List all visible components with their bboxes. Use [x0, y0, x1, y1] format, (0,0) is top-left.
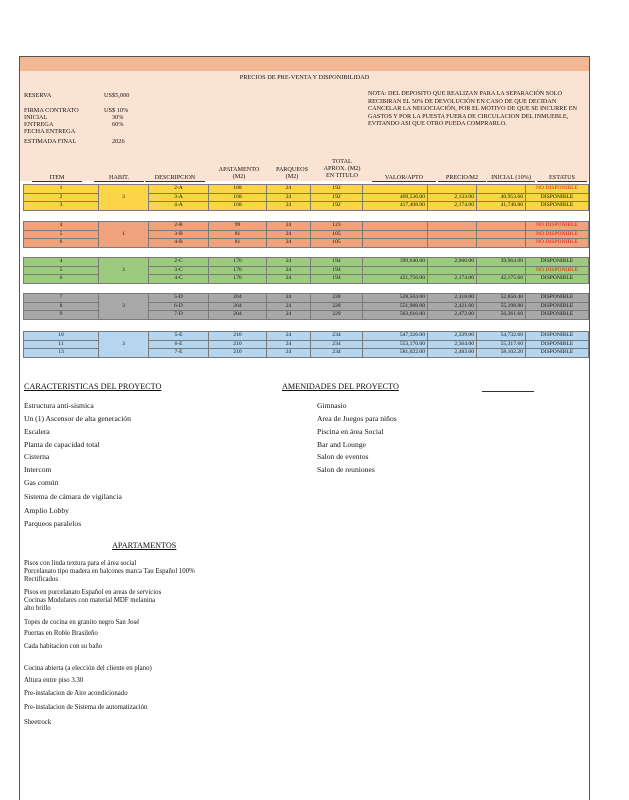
apartamento-item: Porcelanato tipo madera en balcones marca Tau Español 100%	[24, 568, 195, 575]
cell-apto: 81	[209, 230, 267, 239]
cell-item: 2	[24, 193, 99, 202]
apartamento-item: Cocina abierta (a elección del cliente en plano)	[24, 665, 152, 672]
cell-apto: 168	[209, 185, 267, 194]
cell-inicial	[477, 239, 526, 248]
cell-total: 234	[311, 340, 363, 349]
header-section	[20, 71, 589, 181]
cell-habit: 1	[99, 222, 149, 248]
cell-precio: 2,133.00	[428, 193, 477, 202]
cell-apto: 204	[209, 294, 267, 303]
cell-item: 5	[24, 230, 99, 239]
table-row	[24, 258, 589, 267]
cell-desc: 2-A	[149, 185, 209, 194]
cell-habit: 3	[99, 185, 149, 211]
cell-precio: 2,472.00	[428, 311, 477, 320]
col-apartamento	[210, 166, 268, 180]
cell-item: 9	[24, 311, 99, 320]
cell-parq: 24	[267, 193, 311, 202]
cell-parq: 24	[267, 185, 311, 194]
cell-item: 11	[24, 340, 99, 349]
apartamento-item: Rectificados	[24, 576, 58, 583]
cell-apto: 168	[209, 202, 267, 211]
cell-habit: 3	[99, 332, 149, 358]
apartamento-item: Puertas en Roble Brasileño	[24, 630, 98, 637]
apartamento-item: Pre-instalacion de Aire acondicionado	[24, 690, 128, 697]
amenidad-item: Gimnasio	[317, 401, 347, 410]
caracteristica-item: Parqueos paralelos	[24, 519, 82, 528]
amenidad-item: Salon de eventos	[317, 452, 369, 461]
cell-item: 13	[24, 349, 99, 358]
apartamento-item: Cocinas Modulares con material MDF melanina	[24, 597, 156, 604]
cell-parq: 24	[267, 230, 311, 239]
caracteristica-item: Un (1) Ascensor de alta generación	[24, 414, 131, 423]
cell-valor: 409,536.00	[363, 193, 428, 202]
cell-precio	[428, 230, 477, 239]
cell-estatus: DISPONIBLE	[526, 258, 589, 267]
caracteristica-item: Planta de capacidad total	[24, 440, 100, 449]
col-descripcion: DESCRIPCION	[145, 174, 205, 182]
cell-total: 192	[311, 202, 363, 211]
cell-total: 192	[311, 185, 363, 194]
col-habit: HABIT.	[94, 174, 144, 182]
cell-valor: 399,640.00	[363, 258, 428, 267]
cell-estatus: DISPONIBLE	[526, 302, 589, 311]
col-apartamento-line1: APATAMENTO	[218, 166, 260, 173]
caracteristicas-title: CARACTERISTICAS DEL PROYECTO	[24, 382, 162, 391]
cell-inicial: 55,198.80	[477, 302, 526, 311]
amenidad-item: Area de Juegos para niños	[317, 414, 397, 423]
cell-desc: 7-E	[149, 349, 209, 358]
apartamento-item: Pisos en porcelanato Español en areas de servicios	[24, 589, 162, 596]
cell-parq: 24	[267, 239, 311, 248]
cell-inicial: 54,732.60	[477, 332, 526, 341]
cell-inicial	[477, 222, 526, 231]
caracteristica-item: Cisterna	[24, 452, 50, 461]
cell-estatus: DISPONIBLE	[526, 349, 589, 358]
cell-item: 4	[24, 258, 99, 267]
cell-desc: 6-D	[149, 302, 209, 311]
cell-estatus: DISPONIBLE	[526, 340, 589, 349]
cell-habit: 3	[99, 294, 149, 320]
cell-estatus: DISPONIBLE	[526, 202, 589, 211]
cell-apto: 210	[209, 332, 267, 341]
col-valor: VALOR/APTO	[372, 174, 436, 182]
col-total-line1: TOTAL	[332, 158, 352, 165]
cell-precio: 2,318.00	[428, 294, 477, 303]
cell-valor	[363, 222, 428, 231]
price-group-3	[23, 257, 589, 284]
cell-desc: 4-A	[149, 202, 209, 211]
apartamento-item: Pre-instalacion de Sistema de automatización	[24, 704, 148, 711]
col-item: ITEM	[32, 174, 82, 182]
cell-precio: 2,339.00	[428, 332, 477, 341]
cell-estatus: NO DISPONIBLE	[526, 230, 589, 239]
header-band	[20, 57, 589, 71]
cell-precio: 2,364.00	[428, 340, 477, 349]
col-total-line2: APROX. (M2)	[323, 165, 361, 173]
caracteristica-item: Amplio Lobby	[24, 506, 69, 515]
cell-parq: 24	[267, 202, 311, 211]
term-reserva-label: RESERVA	[24, 92, 52, 99]
term-reserva-value: US$5,000	[104, 92, 130, 99]
cell-item: 1	[24, 185, 99, 194]
cell-parq: 24	[267, 266, 311, 275]
cell-desc: 3-A	[149, 193, 209, 202]
amenidad-item: Piscina en área Social	[317, 427, 384, 436]
cell-inicial	[477, 266, 526, 275]
cell-apto: 210	[209, 340, 267, 349]
cell-desc: 7-D	[149, 311, 209, 320]
cell-parq: 24	[267, 302, 311, 311]
apartamentos-title: APARTAMENTOS	[112, 541, 177, 550]
col-apartamento-line2: (M2)	[232, 173, 246, 181]
term-inicial-value: 30%	[112, 114, 124, 121]
col-parqueos-line2: (M2)	[285, 173, 299, 181]
cell-desc: 4-C	[149, 275, 209, 284]
cell-item: 6	[24, 275, 99, 284]
cell-estatus: DISPONIBLE	[526, 193, 589, 202]
amenidad-item: Bar and Lounge	[317, 440, 366, 449]
cell-desc: 5-D	[149, 294, 209, 303]
cell-total: 234	[311, 349, 363, 358]
cell-apto: 170	[209, 258, 267, 267]
col-total-line3: EN TITULO	[325, 172, 359, 180]
document-title: PRECIOS DE PRE-VENTA Y DISPONIBILIDAD	[239, 74, 370, 81]
term-entrega-value: 60%	[112, 121, 124, 128]
cell-estatus: DISPONIBLE	[526, 311, 589, 320]
cell-valor: 421,756.00	[363, 275, 428, 284]
cell-total: 229	[311, 311, 363, 320]
apartamento-item: Topes de cocina en granito negro San José	[24, 619, 140, 626]
col-precio: PRECIO/M2	[438, 174, 486, 182]
cell-parq: 24	[267, 222, 311, 231]
cell-inicial	[477, 185, 526, 194]
cell-estatus: NO DISPONIBLE	[526, 239, 589, 248]
col-parqueos	[270, 166, 314, 180]
cell-estatus: DISPONIBLE	[526, 275, 589, 284]
caracteristica-item: Escalera	[24, 427, 50, 436]
cell-valor: 551,988.00	[363, 302, 428, 311]
caracteristica-item: Intercom	[24, 465, 52, 474]
cell-precio	[428, 239, 477, 248]
deposit-note: NOTA: DEL DEPOSITO QUE REALIZAN PARA LA SEPARACIÓN SOLO RECIBIRAN EL 50% DE DEVOLUCIÓN EN CASO DE QUE DECIDAN CANCELAR LA NEGOCIACIÓN, POR EL MOTIVO DE QUE SE INCURRE EN GASTOS Y POR LA PUESTA FUERA DE CIRCULACION DEL INMUEBLE, EVITANDO ASI QUE OTRO PUEDA COMPRARLO.	[368, 90, 577, 128]
cell-parq: 24	[267, 275, 311, 284]
caracteristica-item: Sistema de cámara de vigilancia	[24, 492, 122, 501]
cell-inicial: 56,361.60	[477, 311, 526, 320]
term-estimada-value: 2026	[112, 138, 125, 145]
term-fecha-label: FECHA ENTREGA	[24, 128, 76, 135]
cell-valor: 553,176.00	[363, 340, 428, 349]
cell-item: 3	[24, 202, 99, 211]
cell-precio: 2,174.00	[428, 202, 477, 211]
cell-valor: 528,504.00	[363, 294, 428, 303]
cell-precio	[428, 222, 477, 231]
col-estatus: ESTATUS	[537, 174, 587, 182]
term-firma-label: FIRMA CONTRATO	[24, 107, 79, 114]
apartamento-item: Pisos con linda textura para el área social	[24, 560, 137, 567]
cell-precio: 2,060.00	[428, 258, 477, 267]
caracteristica-item: Gas común	[24, 478, 59, 487]
amenidades-title: AMENIDADES DEL PROYECTO	[282, 382, 399, 391]
term-entrega-label: ENTREGA	[24, 121, 54, 128]
cell-inicial: 40,953.60	[477, 193, 526, 202]
cell-total: 123	[311, 222, 363, 231]
cell-total: 194	[311, 266, 363, 275]
apartamento-item: Cada habitacion con su baño	[24, 643, 103, 650]
cell-valor: 547,326.00	[363, 332, 428, 341]
cell-estatus: DISPONIBLE	[526, 294, 589, 303]
cell-item: 7	[24, 294, 99, 303]
cell-precio: 2,483.00	[428, 349, 477, 358]
table-row	[24, 294, 589, 303]
cell-apto: 210	[209, 349, 267, 358]
cell-desc: 3-B	[149, 230, 209, 239]
col-inicial: INICIAL (10%)	[487, 174, 535, 182]
cell-desc: 6-E	[149, 340, 209, 349]
table-row	[24, 185, 589, 194]
cell-apto: 168	[209, 193, 267, 202]
table-row	[24, 222, 589, 231]
cell-estatus: NO DISPONIBLE	[526, 185, 589, 194]
col-total	[316, 158, 368, 180]
cell-inicial: 41,740.80	[477, 202, 526, 211]
price-group-4	[23, 293, 589, 320]
cell-item: 10	[24, 332, 99, 341]
cell-precio	[428, 185, 477, 194]
table-row	[24, 332, 589, 341]
cell-inicial	[477, 230, 526, 239]
cell-total: 228	[311, 294, 363, 303]
cell-parq: 24	[267, 311, 311, 320]
cell-habit: 3	[99, 258, 149, 284]
cell-estatus: DISPONIBLE	[526, 332, 589, 341]
cell-inicial: 52,850.40	[477, 294, 526, 303]
apartamento-item: Sheetrock	[24, 719, 52, 726]
apartamento-item: Altura entre piso 3.30	[24, 677, 84, 684]
term-inicial-label: INICIAL	[24, 114, 48, 121]
cell-desc: 2-C	[149, 258, 209, 267]
cell-parq: 24	[267, 258, 311, 267]
price-group-2	[23, 221, 589, 248]
cell-valor	[363, 239, 428, 248]
cell-parq: 24	[267, 349, 311, 358]
price-group-1	[23, 184, 589, 211]
cell-estatus: NO DISPONIBLE	[526, 222, 589, 231]
cell-inicial: 55,317.60	[477, 340, 526, 349]
cell-apto: 204	[209, 302, 267, 311]
cell-precio: 2,421.00	[428, 302, 477, 311]
cell-estatus: NO DISPONIBLE	[526, 266, 589, 275]
cell-apto: 81	[209, 239, 267, 248]
cell-desc: 5-E	[149, 332, 209, 341]
apartamento-item: alto brillo	[24, 605, 51, 612]
cell-apto: 204	[209, 311, 267, 320]
cell-inicial: 39,964.00	[477, 258, 526, 267]
cell-desc: 3-C	[149, 266, 209, 275]
cell-apto: 170	[209, 266, 267, 275]
cell-apto: 170	[209, 275, 267, 284]
cell-total: 194	[311, 258, 363, 267]
caracteristica-item: Estructura anti-sismica	[24, 401, 94, 410]
cell-total: 192	[311, 193, 363, 202]
cell-desc: 4-B	[149, 239, 209, 248]
cell-inicial: 42,175.60	[477, 275, 526, 284]
cell-valor	[363, 185, 428, 194]
amenidad-item: Salon de reuniones	[317, 465, 375, 474]
cell-valor: 563,616.00	[363, 311, 428, 320]
cell-valor	[363, 230, 428, 239]
cell-parq: 24	[267, 340, 311, 349]
cell-total: 105	[311, 230, 363, 239]
term-estimada-label: ESTIMADA FINAL	[24, 138, 77, 145]
cell-total: 234	[311, 332, 363, 341]
cell-total: 105	[311, 239, 363, 248]
cell-valor: 581,022.00	[363, 349, 428, 358]
cell-parq: 24	[267, 294, 311, 303]
cell-item: 4	[24, 222, 99, 231]
cell-apto: 99	[209, 222, 267, 231]
cell-desc: 2-B	[149, 222, 209, 231]
cell-valor	[363, 266, 428, 275]
cell-item: 5	[24, 266, 99, 275]
cell-valor: 417,408.00	[363, 202, 428, 211]
cell-precio: 2,174.00	[428, 275, 477, 284]
document-page	[19, 56, 590, 800]
cell-item: 6	[24, 239, 99, 248]
cell-precio	[428, 266, 477, 275]
blank-underline	[482, 391, 534, 392]
cell-total: 194	[311, 275, 363, 284]
col-parqueos-line1: PARQUEOS	[275, 166, 309, 173]
cell-total: 228	[311, 302, 363, 311]
cell-parq: 24	[267, 332, 311, 341]
cell-item: 8	[24, 302, 99, 311]
price-group-5	[23, 331, 589, 358]
cell-inicial: 58,102.20	[477, 349, 526, 358]
term-firma-value: US$ 10%	[104, 107, 129, 114]
